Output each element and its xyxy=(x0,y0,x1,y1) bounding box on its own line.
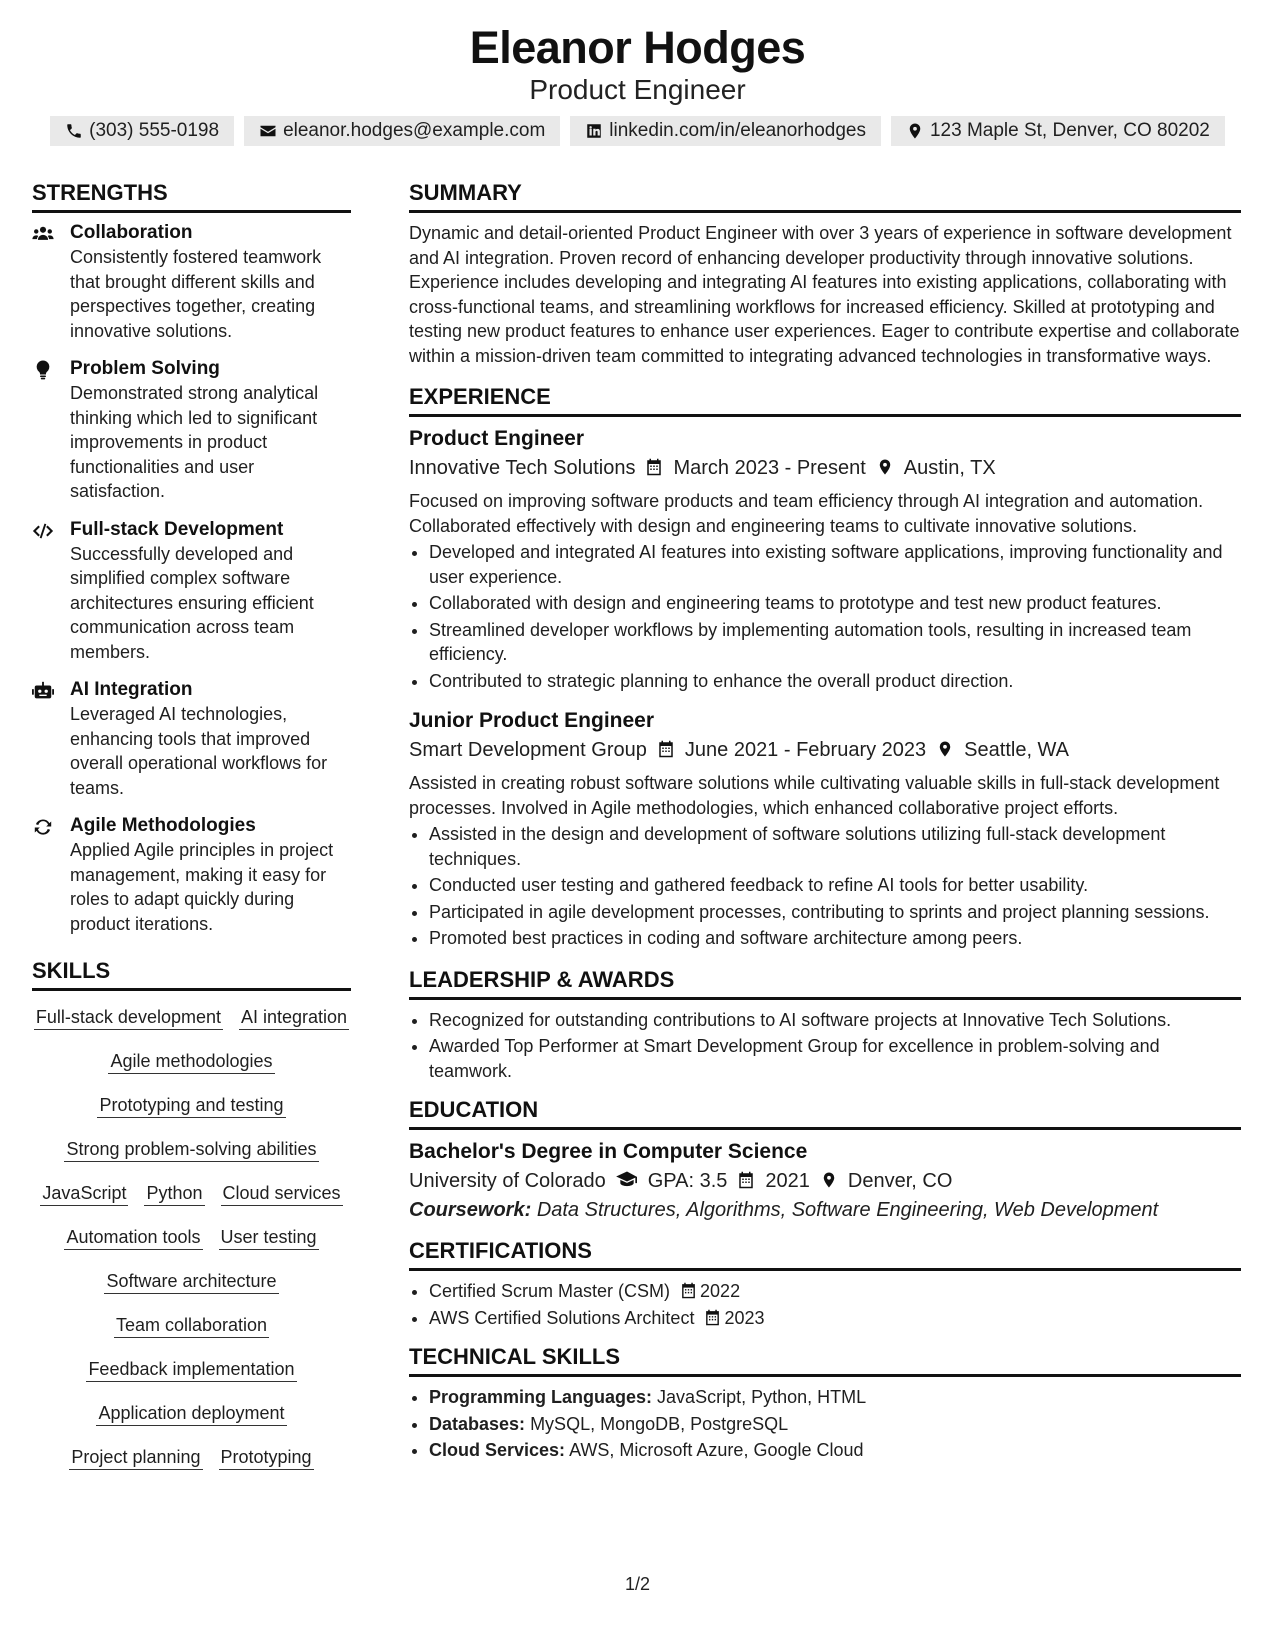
leadership-heading: LEADERSHIP & AWARDS xyxy=(409,965,1241,1000)
list-item xyxy=(429,1412,1241,1437)
list-item xyxy=(429,1306,1241,1331)
summary-text: Dynamic and detail-oriented Product Engineer with over 3 years of experience in software development and AI integration. Proven record of enhancing developer productivity through innovative solutions. Experience includes developing and integrating AI features into existing applications, collaborating with cross-functional teams, and streamlining workflows for increased efficiency. Skilled at prototyping and testing new product features to enhance user experiences. Eager to contribute expertise and collaborate within a mission-driven team committed to integrating advanced technologies in transformative ways. xyxy=(409,223,1240,366)
email-text: eleanor.hodges@example.com xyxy=(283,120,546,141)
contact-bar xyxy=(0,116,1275,146)
skill-tag: User testing xyxy=(219,1225,319,1250)
job-description: Assisted in creating robust software solutions while cultivating valuable skills in full-stack development processes. Involved in Agile methodologies, which enhanced collaborative project efforts. xyxy=(409,773,1220,818)
strength-title: Full-stack Development xyxy=(70,518,284,540)
strength-desc: Consistently fostered teamwork that brought different skills and perspectives together, creating innovative solutions. xyxy=(70,247,322,341)
job-entry xyxy=(409,707,1241,951)
phone-icon xyxy=(65,122,83,140)
map-pin-icon xyxy=(820,1171,838,1189)
strength-item xyxy=(32,221,351,343)
strength-item xyxy=(32,678,351,800)
job-meta xyxy=(409,735,1241,765)
job-bullets xyxy=(409,540,1241,693)
tech-label: Databases: xyxy=(429,1413,526,1434)
list-item: • Collaborated with design and engineering teams to prototype and test new product features. xyxy=(429,591,1241,616)
gpa-text: GPA: 3.5 xyxy=(647,1170,728,1192)
list-item: • Awarded Top Performer at Smart Development Group for excellence in problem-solving and teamwork. xyxy=(429,1034,1241,1083)
map-pin-icon xyxy=(906,122,924,140)
coursework xyxy=(409,1196,1241,1224)
education-meta xyxy=(409,1166,1241,1196)
technical-skills-heading: TECHNICAL SKILLS xyxy=(409,1342,1241,1377)
strength-title: Problem Solving xyxy=(70,358,220,379)
job-meta xyxy=(409,453,1241,483)
candidate-name: Eleanor Hodges xyxy=(469,22,806,73)
linkedin-icon xyxy=(585,122,603,140)
skill-tag: Automation tools xyxy=(64,1225,202,1250)
tech-value: JavaScript, Python, HTML xyxy=(657,1387,867,1407)
coursework-text: Data Structures, Algorithms, Software Engineering, Web Development xyxy=(536,1199,1159,1221)
envelope-icon xyxy=(259,122,277,140)
strength-desc: Demonstrated strong analytical thinking which led to significant improvements in product functionalities and user satisfaction. xyxy=(70,383,319,501)
certifications-list xyxy=(409,1279,1241,1330)
list-item: • Conducted user testing and gathered feedback to refine AI tools for better usability. xyxy=(429,873,1241,898)
job-bullets xyxy=(409,822,1241,951)
skill-tag: Application deployment xyxy=(96,1401,286,1426)
job-title: Product Engineer xyxy=(409,427,585,450)
tech-value: AWS, Microsoft Azure, Google Cloud xyxy=(569,1440,864,1460)
skill-tag: JavaScript xyxy=(40,1181,128,1206)
school-location: Denver, CO xyxy=(847,1170,953,1192)
page-number: 1/2 xyxy=(624,1574,651,1594)
certifications-heading: CERTIFICATIONS xyxy=(409,1236,1241,1271)
job-location: Austin, TX xyxy=(903,457,996,479)
strength-desc: Successfully developed and simplified complex software architectures ensuring efficient communication across team members. xyxy=(70,543,314,662)
calendar-icon xyxy=(680,1282,697,1299)
degree-title: Bachelor's Degree in Computer Science xyxy=(409,1140,808,1163)
list-item xyxy=(429,1385,1241,1410)
company-name: Smart Development Group xyxy=(409,739,647,761)
skill-tag: Prototyping and testing xyxy=(97,1093,285,1118)
calendar-icon xyxy=(657,740,675,758)
skills-heading: SKILLS xyxy=(32,956,351,991)
cert-name: AWS Certified Solutions Architect xyxy=(429,1307,695,1328)
company-name: Innovative Tech Solutions xyxy=(409,457,636,479)
candidate-title: Product Engineer xyxy=(529,74,746,105)
calendar-icon xyxy=(737,1171,755,1189)
cert-year: 2023 xyxy=(724,1307,765,1328)
job-location: Seattle, WA xyxy=(964,739,1070,761)
skill-tag: Feedback implementation xyxy=(86,1357,296,1382)
skills-list xyxy=(32,999,351,1470)
list-item: • Developed and integrated AI features into existing software applications, improving functionality and user experience. xyxy=(429,540,1241,589)
tech-label: Cloud Services: xyxy=(429,1440,566,1460)
job-dates: March 2023 - Present xyxy=(673,457,866,479)
strength-title: Collaboration xyxy=(70,222,193,243)
list-item xyxy=(429,1279,1241,1304)
left-column xyxy=(32,178,351,1470)
list-item: • Recognized for outstanding contributions to AI software projects at Innovative Tech Solutions. xyxy=(429,1008,1241,1033)
education-heading: EDUCATION xyxy=(409,1095,1241,1130)
lightbulb-icon xyxy=(32,360,54,380)
strength-desc: Applied Agile principles in project management, making it easy for roles to adapt quickly during product iterations. xyxy=(70,840,334,934)
tech-value: MySQL, MongoDB, PostgreSQL xyxy=(530,1413,789,1434)
skill-tag: Full-stack development xyxy=(34,1005,223,1030)
strength-title: AI Integration xyxy=(70,679,193,700)
contact-phone[interactable] xyxy=(50,116,234,146)
skill-tag: Software architecture xyxy=(104,1269,278,1294)
list-item: • Promoted best practices in coding and software architecture among peers. xyxy=(429,926,1241,951)
coursework-label: Coursework: xyxy=(409,1199,532,1221)
experience-heading: EXPERIENCE xyxy=(409,382,1241,417)
job-dates: June 2021 - February 2023 xyxy=(684,739,927,761)
skill-tag: Team collaboration xyxy=(114,1313,269,1338)
list-item: • Participated in agile development processes, contributing to sprints and project planning sessions. xyxy=(429,900,1241,925)
list-item: • Assisted in the design and development of software solutions utilizing full-stack development techniques. xyxy=(429,822,1241,871)
skill-tag: Project planning xyxy=(69,1445,202,1470)
cert-name: Certified Scrum Master (CSM) xyxy=(429,1281,671,1301)
phone-text: (303) 555-0198 xyxy=(89,120,220,141)
leadership-list xyxy=(409,1008,1241,1084)
contact-email[interactable] xyxy=(244,116,560,146)
code-icon xyxy=(32,521,54,541)
linkedin-text: linkedin.com/in/eleanorhodges xyxy=(609,120,866,141)
resume-header xyxy=(0,22,1275,146)
skill-tag: Python xyxy=(144,1181,204,1206)
robot-icon xyxy=(32,681,54,701)
right-column xyxy=(409,178,1241,1465)
contact-address xyxy=(891,116,1225,146)
strengths-heading: STRENGTHS xyxy=(32,178,351,213)
job-title: Junior Product Engineer xyxy=(409,709,655,732)
school-name: University of Colorado xyxy=(409,1170,606,1192)
users-icon xyxy=(32,224,54,244)
list-item: • Streamlined developer workflows by implementing automation tools, resulting in increased team efficiency. xyxy=(429,618,1241,667)
skill-tag: Prototyping xyxy=(219,1445,314,1470)
skill-tag: AI integration xyxy=(239,1005,349,1030)
sync-icon xyxy=(32,817,54,837)
strength-title: Agile Methodologies xyxy=(70,815,256,836)
job-description: Focused on improving software products and team efficiency through AI integration and automation. Collaborated effectively with design and engineering teams to cultivate innovative solutions. xyxy=(409,491,1204,536)
graduation-year: 2021 xyxy=(765,1170,810,1192)
list-item: • Contributed to strategic planning to enhance the overall product direction. xyxy=(429,669,1241,694)
map-pin-icon xyxy=(936,740,954,758)
graduation-cap-icon xyxy=(616,1169,638,1189)
calendar-icon xyxy=(645,458,663,476)
strength-item xyxy=(32,357,351,504)
strength-item xyxy=(32,814,351,936)
cert-year: 2022 xyxy=(700,1281,741,1301)
skill-tag: Agile methodologies xyxy=(108,1049,274,1074)
summary-heading: SUMMARY xyxy=(409,178,1241,213)
address-text: 123 Maple St, Denver, CO 80202 xyxy=(929,120,1210,141)
map-pin-icon xyxy=(876,458,894,476)
skill-tag: Strong problem-solving abilities xyxy=(64,1137,318,1162)
tech-label: Programming Languages: xyxy=(429,1387,653,1407)
strength-desc: Leveraged AI technologies, enhancing tools that improved overall operational workflows for teams. xyxy=(70,704,328,798)
calendar-icon xyxy=(704,1309,721,1326)
list-item xyxy=(429,1438,1241,1463)
job-entry xyxy=(409,425,1241,693)
skill-tag: Cloud services xyxy=(221,1181,343,1206)
technical-skills-list xyxy=(409,1385,1241,1463)
contact-linkedin[interactable] xyxy=(570,116,881,146)
strength-item xyxy=(32,518,351,665)
